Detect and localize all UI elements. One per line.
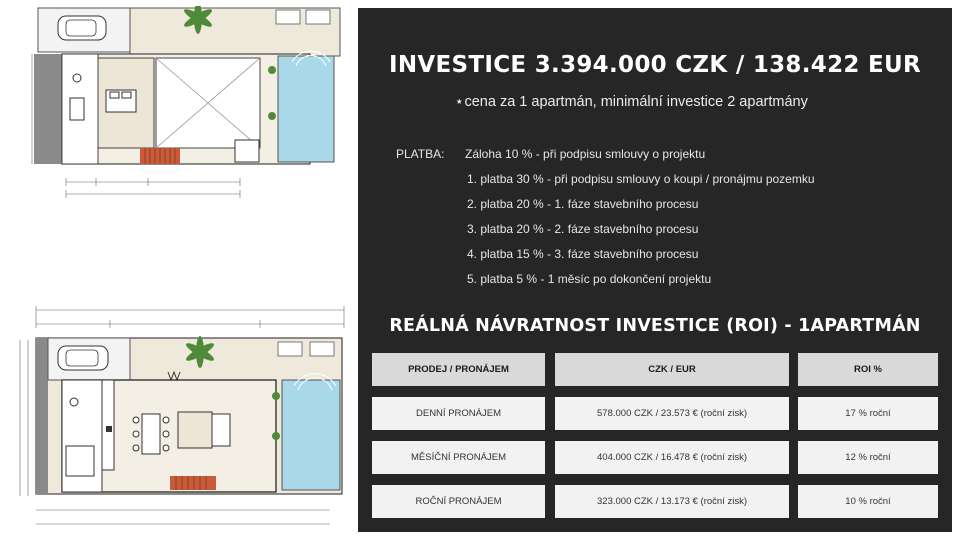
roi-cell-type: MĚSÍČNÍ PRONÁJEM: [372, 441, 545, 474]
payment-label: PLATBA:: [396, 147, 445, 161]
floor-plan-ground-drawing: [10, 296, 350, 536]
floor-plans: [0, 0, 358, 540]
payment-item: 4. platba 15 % - 3. fáze stavebního procesu: [467, 247, 699, 261]
roi-cell-type: ROČNÍ PRONÁJEM: [372, 485, 545, 518]
floor-plan-ground: [10, 296, 350, 536]
roi-cell-percent: 12 % roční: [798, 441, 938, 474]
star-icon: ⭑: [456, 94, 463, 108]
roi-header-type: PRODEJ / PRONÁJEM: [372, 353, 545, 386]
investment-note-text: cena za 1 apartmán, minimální investice 2 apartmány: [464, 94, 808, 110]
roi-header-percent: ROI %: [798, 353, 938, 386]
floor-plan-upper: [30, 6, 348, 206]
floor-plan-upper-drawing: [30, 6, 348, 206]
roi-title: REÁLNÁ NÁVRATNOST INVESTICE (ROI) - 1APARTMÁN: [389, 316, 921, 336]
payment-item: 2. platba 20 % - 1. fáze stavebního procesu: [467, 197, 699, 211]
investment-note: [456, 94, 808, 110]
roi-cell-type: DENNÍ PRONÁJEM: [372, 397, 545, 430]
payment-item: Záloha 10 % - při podpisu smlouvy o projektu: [465, 147, 706, 161]
roi-cell-amount: 404.000 CZK / 16.478 € (roční zisk): [555, 441, 789, 474]
roi-cell-amount: 578.000 CZK / 23.573 € (roční zisk): [555, 397, 789, 430]
investment-panel: [358, 8, 952, 532]
roi-header-amount: CZK / EUR: [555, 353, 789, 386]
payment-item: 1. platba 30 % - při podpisu smlouvy o koupi / pronájmu pozemku: [467, 172, 815, 186]
payment-item: 5. platba 5 % - 1 měsíc po dokončení projektu: [467, 272, 712, 286]
investment-headline: INVESTICE 3.394.000 CZK / 138.422 EUR: [389, 52, 921, 78]
roi-cell-percent: 17 % roční: [798, 397, 938, 430]
roi-cell-percent: 10 % roční: [798, 485, 938, 518]
roi-cell-amount: 323.000 CZK / 13.173 € (roční zisk): [555, 485, 789, 518]
payment-item: 3. platba 20 % - 2. fáze stavebního procesu: [467, 222, 699, 236]
